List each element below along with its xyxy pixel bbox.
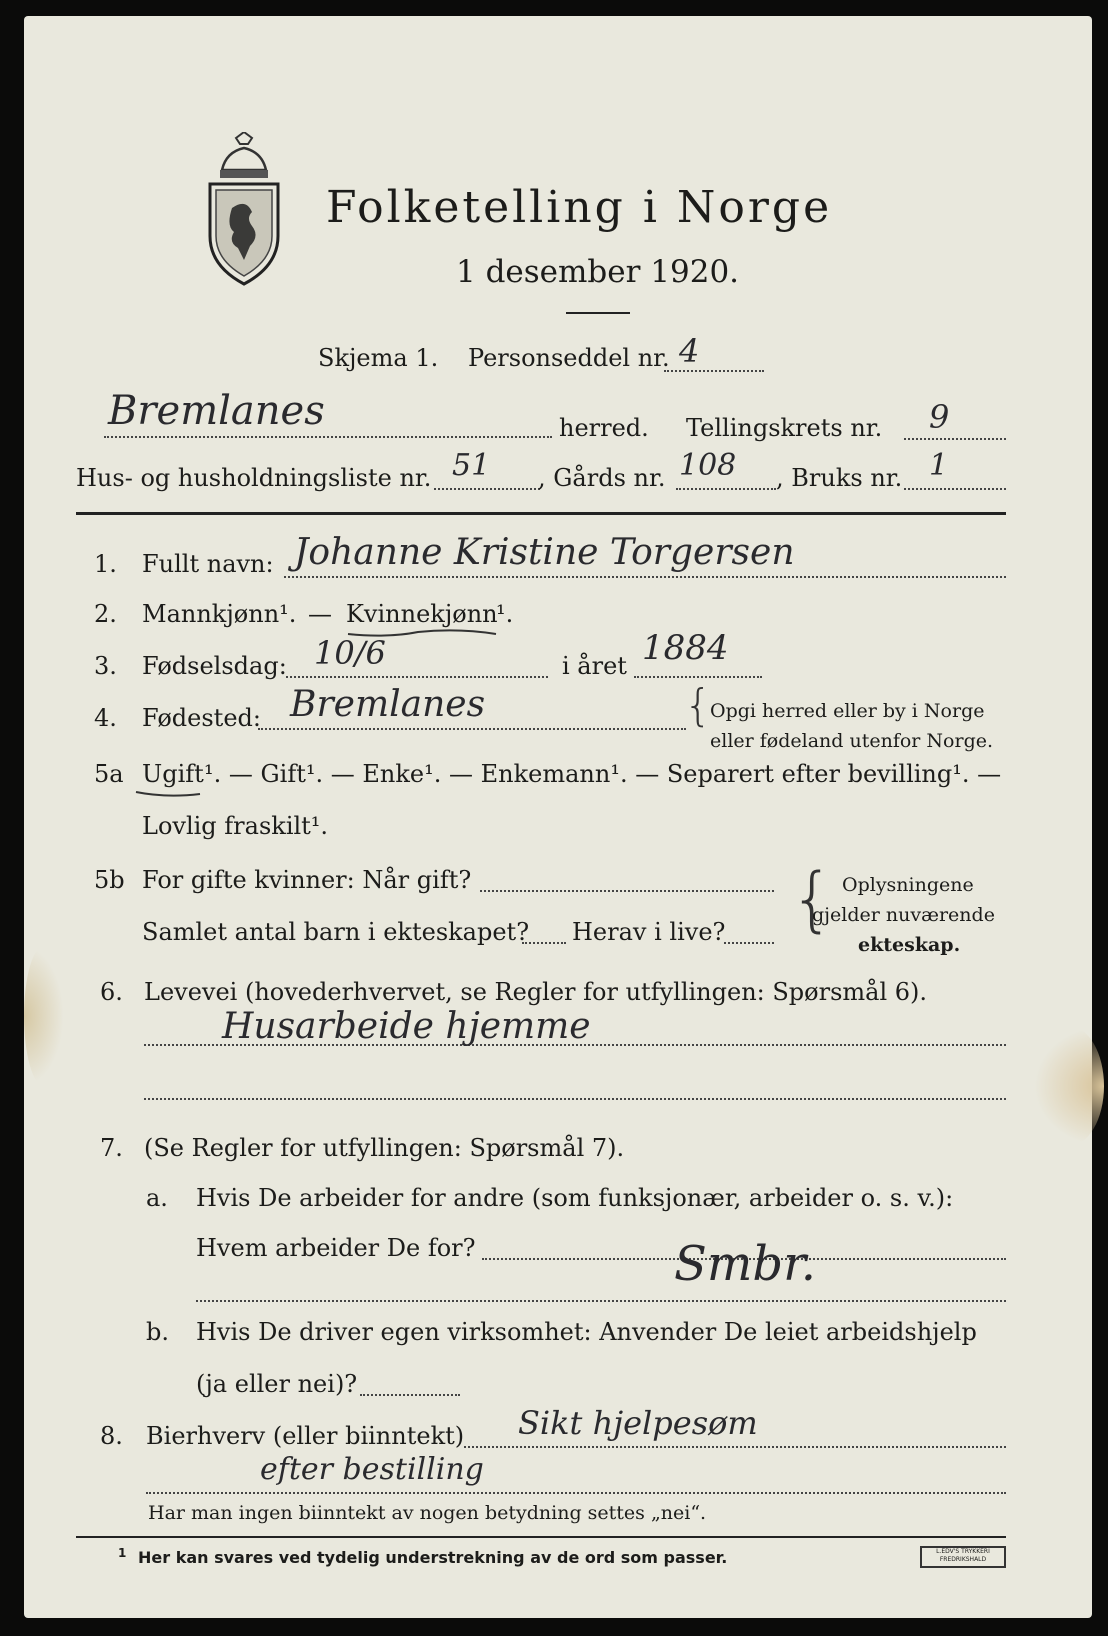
tellingskrets-value: 9 — [929, 398, 950, 436]
footnote-text: Her kan svares ved tydelig understrekning av de ord som passer. — [138, 1548, 728, 1567]
q8-line2 — [146, 1492, 1006, 1494]
gards-value: 108 — [679, 448, 737, 483]
husliste-label: Hus- og husholdningsliste nr. — [76, 464, 432, 492]
title-divider — [566, 312, 630, 314]
q4-note-line1: Opgi herred eller by i Norge — [710, 700, 985, 722]
q3-year-label: i året — [562, 652, 627, 680]
q5b-number: 5b — [94, 866, 125, 894]
q4-number: 4. — [94, 704, 117, 732]
q2-female-sup: ¹. — [496, 600, 514, 628]
q1-value: Johanne Kristine Torgersen — [294, 532, 795, 573]
q6-label: Levevei (hovederhvervet, se Regler for utfyllingen: Spørsmål 6). — [144, 978, 928, 1006]
census-date: 1 desember 1920. — [456, 254, 740, 290]
q7a-line2-rule — [196, 1300, 1006, 1302]
q5b-line1: For gifte kvinner: Når gift? — [142, 866, 472, 894]
q8-number: 8. — [100, 1422, 123, 1450]
form-title: Folketelling i Norge — [326, 182, 833, 233]
q5b-note1: Oplysningene — [842, 874, 974, 896]
q8-line1 — [464, 1446, 1006, 1448]
header-divider — [76, 512, 1006, 515]
q5b-line2a: Samlet antal barn i ekteskapet? — [142, 918, 530, 946]
q5b-brace: { — [790, 858, 835, 940]
q5a-number: 5a — [94, 760, 124, 788]
footer-divider — [76, 1536, 1006, 1538]
paper-stain-left — [24, 946, 64, 1086]
q7b-line — [360, 1394, 460, 1396]
q7a-number: a. — [146, 1184, 168, 1212]
q5b-live-line — [724, 942, 774, 944]
bruks-line — [904, 488, 1006, 490]
paper-stain-right — [1034, 1026, 1104, 1146]
q7b-line2: (ja eller nei)? — [196, 1370, 358, 1398]
q7b-line1: Hvis De driver egen virksomhet: Anvender De leiet arbeidshjelp — [196, 1318, 977, 1346]
q4-line — [258, 728, 686, 730]
q7a-line2: Hvem arbeider De for? — [196, 1234, 476, 1262]
q2-female: Kvinnekjønn — [346, 600, 498, 628]
q8-value2: efter bestilling — [260, 1452, 484, 1487]
q7a-line1: Hvis De arbeider for andre (som funksjonær, arbeider o. s. v.): — [196, 1184, 954, 1212]
q3-year-line — [634, 676, 762, 678]
herred-value: Bremlanes — [108, 388, 325, 434]
q2-male: Mannkjønn¹. — [142, 600, 297, 628]
q5a-line2: Lovlig fraskilt¹. — [142, 812, 329, 840]
q1-number: 1. — [94, 550, 117, 578]
q7-number: 7. — [100, 1134, 123, 1162]
husliste-line — [434, 488, 540, 490]
herred-label: herred. — [559, 414, 649, 442]
personseddel-label: Personseddel nr. — [468, 344, 670, 372]
q4-note-line2: eller fødeland utenfor Norge. — [710, 730, 994, 752]
husliste-value: 51 — [452, 448, 491, 483]
gards-line — [676, 488, 776, 490]
q5b-line2b: Herav i live? — [572, 918, 726, 946]
bruks-label: , Bruks nr. — [776, 464, 903, 492]
q6-value: Husarbeide hjemme — [222, 1006, 591, 1047]
norway-coat-of-arms-icon — [202, 132, 286, 288]
q3-number: 3. — [94, 652, 117, 680]
q5b-note2: gjelder nuværende — [812, 904, 995, 926]
census-form — [24, 16, 1092, 1618]
q7a-value: Smbr. — [674, 1236, 817, 1292]
herred-line — [104, 436, 552, 438]
tellingskrets-line — [904, 438, 1006, 440]
q8-label: Bierhverv (eller biinntekt) — [146, 1422, 465, 1450]
printer-stamp: L.EDV'S TRYKKERI FREDRIKSHALD — [920, 1546, 1006, 1568]
q5b-note3: ekteskap. — [858, 934, 961, 956]
q4-brace: { — [684, 680, 712, 731]
q8-value1: Sikt hjelpesøm — [518, 1404, 758, 1442]
q6-line2 — [144, 1098, 1006, 1100]
q2-number: 2. — [94, 600, 117, 628]
q2-dash: — — [308, 600, 332, 628]
q1-line — [284, 576, 1006, 578]
q3-year-value: 1884 — [642, 628, 729, 668]
q5a-options: ¹. — Gift¹. — Enke¹. — Enkemann¹. — Separert efter bevilling¹. — — [204, 760, 1002, 788]
q7b-number: b. — [146, 1318, 169, 1346]
q3-label: Fødselsdag: — [142, 652, 287, 680]
q7-label: (Se Regler for utfyllingen: Spørsmål 7). — [144, 1134, 625, 1162]
q6-number: 6. — [100, 978, 123, 1006]
personseddel-value: 4 — [679, 332, 700, 370]
q5a-underline-mark — [134, 788, 204, 800]
q4-label: Fødested: — [142, 704, 261, 732]
schema-label: Skjema 1. — [318, 344, 439, 372]
q3-value: 10/6 — [314, 634, 386, 672]
bruks-value: 1 — [929, 448, 949, 483]
footnote-mark: 1 — [118, 1546, 127, 1560]
gards-label: , Gårds nr. — [538, 464, 666, 492]
q8-note: Har man ingen biinntekt av nogen betydning settes „nei“. — [148, 1502, 707, 1524]
q3-line — [286, 676, 548, 678]
q5b-barn-line — [522, 942, 566, 944]
q5b-gift-line — [480, 890, 774, 892]
q1-label: Fullt navn: — [142, 550, 274, 578]
q4-value: Bremlanes — [290, 684, 486, 725]
tellingskrets-label: Tellingskrets nr. — [686, 414, 883, 442]
personseddel-line — [664, 370, 764, 372]
q5a-ugift: Ugift — [142, 760, 204, 788]
